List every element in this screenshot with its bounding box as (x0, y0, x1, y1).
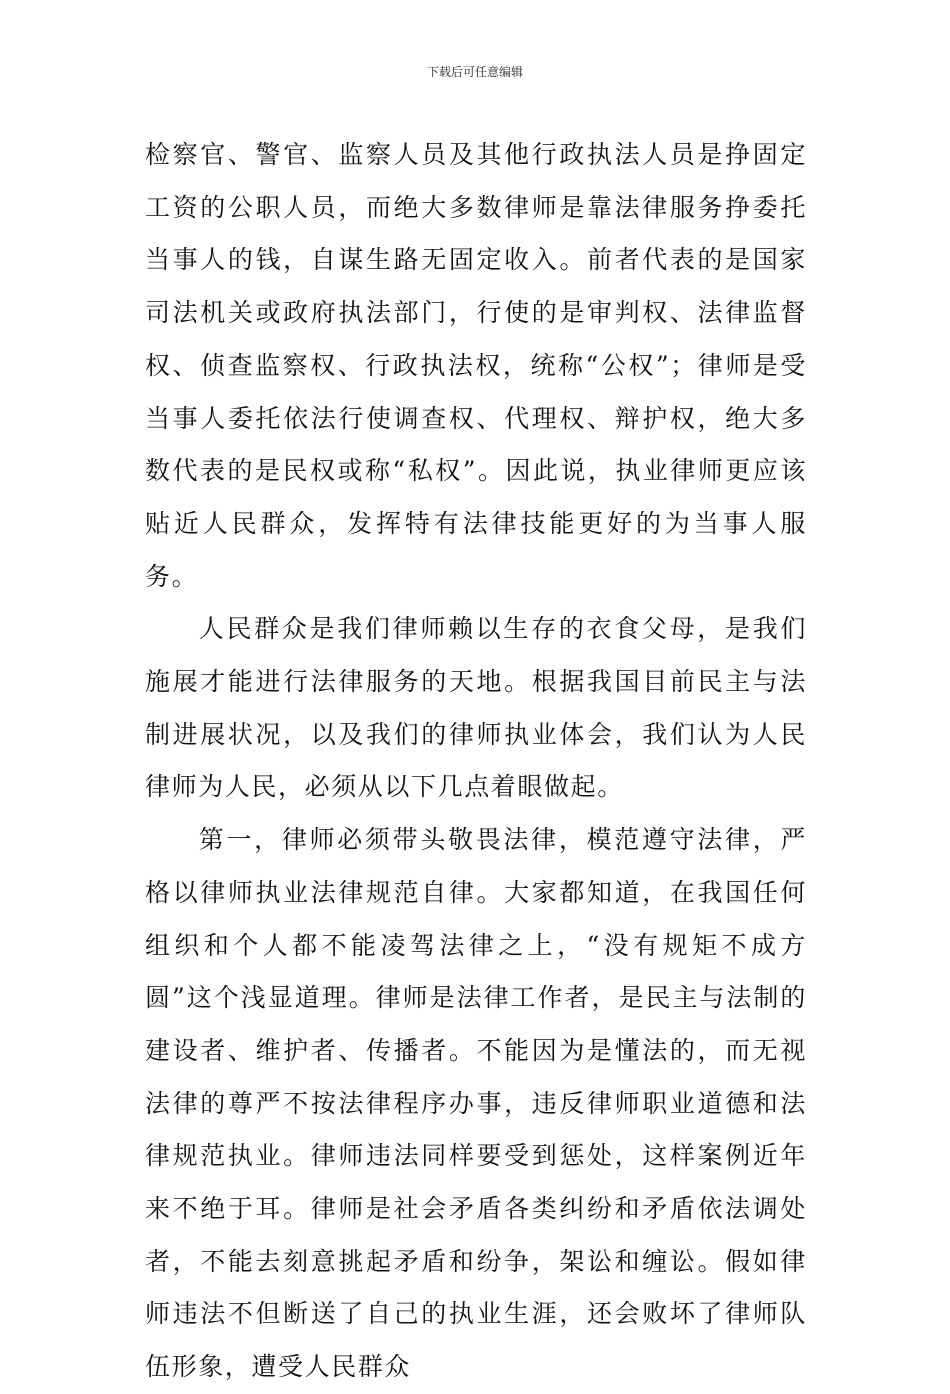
paragraph-1: 检察官、警官、监察人员及其他行政执法人员是挣固定工资的公职人员，而绝大多数律师是靠法律服务挣委托当事人的钱，自谋生路无固定收入。前者代表的是国家司法机关或政府执法部门，行使的是审判权、法律监督权、侦查监察权、行政执法权，统称“公权”；律师是受当事人委托依法行使调查权、代理权、辩护权，绝大多数代表的是民权或称“私权”。因此说，执业律师更应该贴近人民群众，发挥特有法律技能更好的为当事人服务。 (145, 140, 807, 591)
paragraph-2: 人民群众是我们律师赖以生存的衣食父母，是我们施展才能进行法律服务的天地。根据我国目前民主与法制进展状况，以及我们的律师执业体会，我们认为人民律师为人民，必须从以下几点着眼做起。 (145, 614, 807, 802)
document-body (145, 129, 807, 1394)
paragraph-3: 第一，律师必须带头敬畏法律，模范遵守法律，严格以律师执业法律规范自律。大家都知道，在我国任何组织和个人都不能凌驾法律之上，“没有规矩不成方圆”这个浅显道理。律师是法律工作者，是民主与法制的建设者、维护者、传播者。不能因为是懂法的，而无视法律的尊严不按法律程序办事，违反律师职业道德和法律规范执业。律师违法同样要受到惩处，这样案例近年来不绝于耳。律师是社会矛盾各类纠纷和矛盾依法调处者，不能去刻意挑起矛盾和纷争，架讼和缠讼。假如律师违法不但断送了自己的执业生涯，还会败坏了律师队伍形象，遭受人民群众 (145, 825, 807, 1382)
page-header-note: 下载后可任意编辑 (426, 65, 523, 79)
